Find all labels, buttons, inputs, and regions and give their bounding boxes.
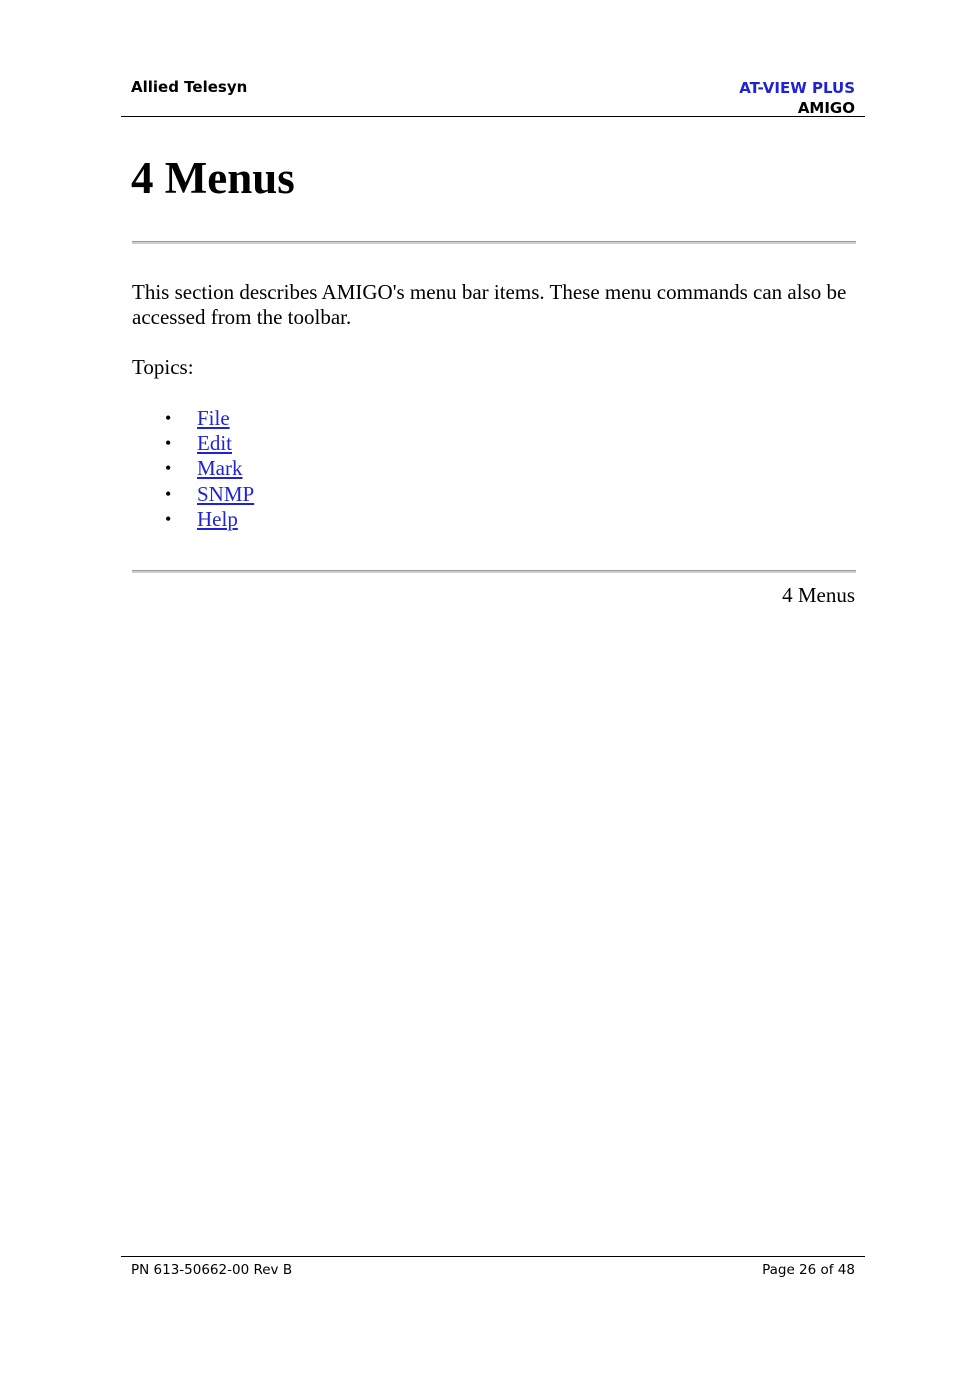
topic-link-file[interactable]: File — [197, 406, 230, 430]
list-item — [132, 456, 254, 481]
header-company: Allied Telesyn — [131, 78, 248, 96]
page-number: Page 26 of 48 — [762, 1262, 855, 1278]
topic-link-help[interactable]: Help — [197, 506, 238, 531]
title-divider — [132, 241, 856, 244]
header-module: AMIGO — [797, 99, 855, 117]
header-product-block — [739, 78, 855, 118]
list-item — [132, 507, 254, 532]
bullet-icon: • — [165, 458, 172, 479]
list-item — [132, 406, 254, 431]
topic-link-mark[interactable]: Mark — [197, 456, 243, 481]
header-product: AT-VIEW PLUS — [739, 79, 855, 97]
bullet-icon: • — [165, 408, 172, 428]
topic-list — [132, 406, 254, 532]
list-item — [132, 482, 254, 507]
section-caption: 4 Menus — [782, 583, 855, 607]
page-title: 4 Menus — [131, 153, 295, 203]
section-divider — [132, 570, 856, 573]
list-item — [132, 431, 254, 456]
bullet-icon: • — [165, 508, 172, 529]
topic-link-edit[interactable]: Edit — [197, 431, 232, 456]
topic-link-snmp[interactable]: SNMP — [197, 481, 255, 506]
intro-paragraph: This section describes AMIGO's menu bar items. These menu commands can also be accessed from the toolbar. — [132, 280, 847, 329]
header-divider — [121, 116, 865, 117]
topics-label: Topics: — [132, 355, 194, 379]
bullet-icon: • — [165, 433, 172, 454]
part-number: PN 613-50662-00 Rev B — [131, 1262, 293, 1278]
footer-divider — [121, 1256, 865, 1257]
bullet-icon: • — [165, 483, 172, 504]
